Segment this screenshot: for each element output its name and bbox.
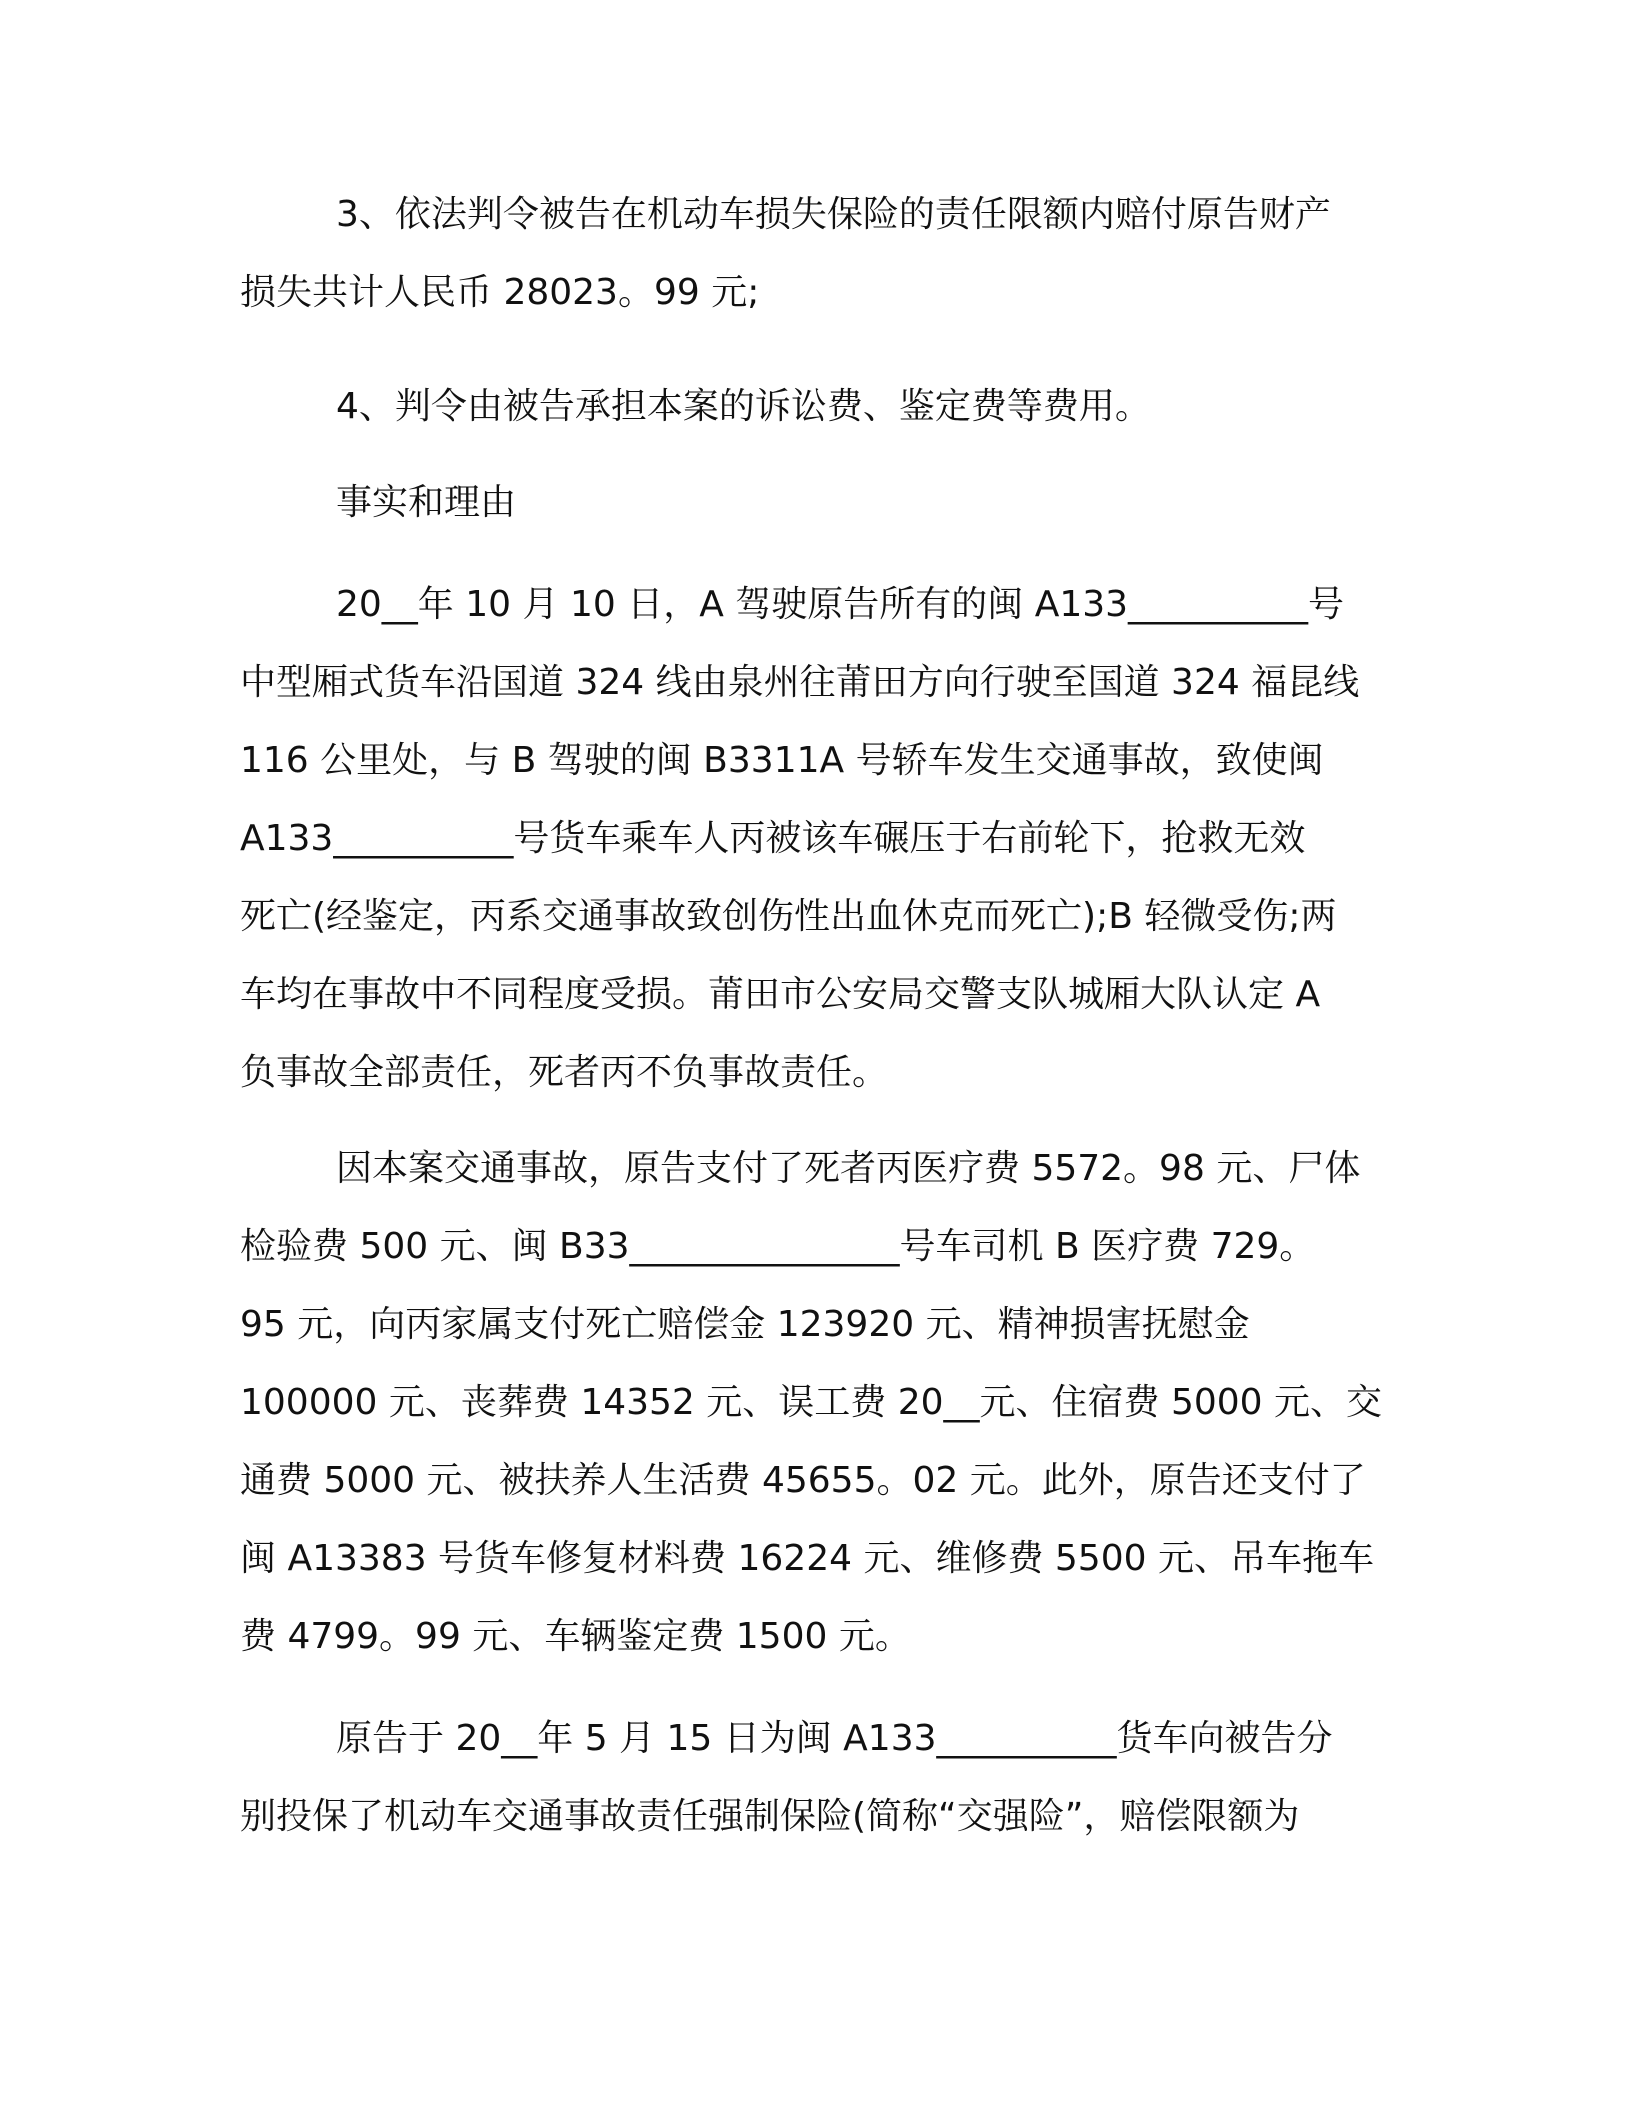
heading-text: 事实和理由 <box>336 482 517 523</box>
paragraph-facts-2 <box>240 1130 1383 1676</box>
text-line: 检验费 500 元、闽 B33_______________号车司机 B 医疗费 729。 <box>240 1226 1316 1267</box>
paragraph-claim-4 <box>240 368 1380 446</box>
text-line: 原告于 20__年 5 月 15 日为闽 A133__________货车向被告分 <box>336 1718 1333 1759</box>
text-line: 100000 元、丧葬费 14352 元、误工费 20__元、住宿费 5000 元、交 <box>240 1382 1383 1423</box>
text-line: 4、判令由被告承担本案的诉讼费、鉴定费等费用。 <box>336 386 1151 427</box>
text-line: 20__年 10 月 10 日，A 驾驶原告所有的闽 A133__________号 <box>336 584 1345 625</box>
text-line: 95 元，向丙家属支付死亡赔偿金 123920 元、精神损害抚慰金 <box>240 1304 1250 1345</box>
text-line: 通费 5000 元、被扶养人生活费 45655。02 元。此外，原告还支付了 <box>240 1460 1366 1501</box>
text-line: 损失共计人民币 28023。99 元; <box>240 272 760 313</box>
paragraph-facts-1 <box>240 566 1380 1112</box>
text-line: 死亡(经鉴定，丙系交通事故致创伤性出血休克而死亡);B 轻微受伤;两 <box>240 896 1337 937</box>
text-line: 闽 A13383 号货车修复材料费 16224 元、维修费 5500 元、吊车拖车 <box>240 1538 1374 1579</box>
text-line: 3、依法判令被告在机动车损失保险的责任限额内赔付原告财产 <box>336 194 1331 235</box>
text-line: A133__________号货车乘车人丙被该车碾压于右前轮下，抢救无效 <box>240 818 1306 859</box>
paragraph-facts-3 <box>240 1700 1380 1856</box>
text-line: 负事故全部责任，死者丙不负事故责任。 <box>240 1052 889 1093</box>
text-line: 费 4799。99 元、车辆鉴定费 1500 元。 <box>240 1616 911 1657</box>
text-line: 中型厢式货车沿国道 324 线由泉州往莆田方向行驶至国道 324 福昆线 <box>240 662 1360 703</box>
paragraph-claim-3 <box>240 176 1380 332</box>
text-line: 车均在事故中不同程度受损。莆田市公安局交警支队城厢大队认定 A <box>240 974 1321 1015</box>
section-heading-facts <box>240 464 1380 542</box>
text-line: 116 公里处，与 B 驾驶的闽 B3311A 号轿车发生交通事故，致使闽 <box>240 740 1324 781</box>
text-line: 因本案交通事故，原告支付了死者丙医疗费 5572。98 元、尸体 <box>336 1148 1361 1189</box>
text-line: 别投保了机动车交通事故责任强制保险(简称“交强险”，赔偿限额为 <box>240 1796 1300 1837</box>
